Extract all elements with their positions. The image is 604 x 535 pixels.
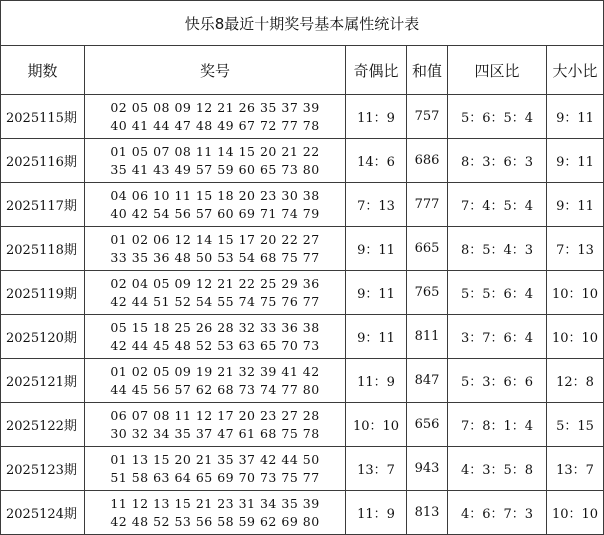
zone-ratio-cell: 4：6：7：3 [448,491,547,535]
period-cell: 2025122期 [1,403,85,447]
sum-cell: 656 [407,403,448,447]
numbers-cell [85,315,346,359]
table-row [1,315,604,359]
period-cell: 2025119期 [1,271,85,315]
period-cell: 2025115期 [1,95,85,139]
table-row [1,227,604,271]
numbers-line-2: 51 58 63 64 65 69 70 73 75 77 [110,469,320,485]
zone-ratio-cell: 7：8：1：4 [448,403,547,447]
big-small-cell: 9：11 [547,183,604,227]
table-row [1,271,604,315]
header-big-small: 大小比 [547,46,604,95]
numbers-line-1: 01 02 06 12 14 15 17 20 22 27 [110,231,320,247]
period-cell: 2025124期 [1,491,85,535]
period-cell: 2025117期 [1,183,85,227]
numbers-line-1: 01 13 15 20 21 35 37 42 44 50 [110,451,320,467]
big-small-cell: 9：11 [547,139,604,183]
numbers-line-2: 40 42 54 56 57 60 69 71 74 79 [110,205,320,221]
numbers-cell [85,95,346,139]
sum-cell: 813 [407,491,448,535]
numbers-cell [85,139,346,183]
title-row [1,1,604,46]
table-row [1,95,604,139]
header-odd-even: 奇偶比 [346,46,407,95]
period-cell: 2025118期 [1,227,85,271]
sum-cell: 847 [407,359,448,403]
sum-cell: 777 [407,183,448,227]
numbers-line-1: 11 12 13 15 21 23 31 34 35 39 [110,495,320,511]
period-cell: 2025123期 [1,447,85,491]
numbers-line-1: 01 05 07 08 11 14 15 20 21 22 [110,143,320,159]
zone-ratio-cell: 7：4：5：4 [448,183,547,227]
big-small-cell: 7：13 [547,227,604,271]
big-small-cell: 5：15 [547,403,604,447]
header-sum: 和值 [407,46,448,95]
sum-cell: 757 [407,95,448,139]
big-small-cell: 10：10 [547,491,604,535]
numbers-line-2: 42 44 45 48 52 53 63 65 70 73 [110,337,320,353]
table-row [1,447,604,491]
big-small-cell: 10：10 [547,315,604,359]
numbers-line-1: 01 02 05 09 19 21 32 39 41 42 [110,363,320,379]
header-period: 期数 [1,46,85,95]
table-row [1,183,604,227]
zone-ratio-cell: 4：3：5：8 [448,447,547,491]
zone-ratio-cell: 5：6：5：4 [448,95,547,139]
numbers-line-2: 33 35 36 48 50 53 54 68 75 77 [110,249,320,265]
zone-ratio-cell: 5：5：6：4 [448,271,547,315]
table-body [1,95,604,535]
numbers-line-2: 30 32 34 35 37 47 61 68 75 78 [110,425,320,441]
odd-even-cell: 7：13 [346,183,407,227]
numbers-cell [85,183,346,227]
zone-ratio-cell: 3：7：6：4 [448,315,547,359]
big-small-cell: 9：11 [547,95,604,139]
header-numbers: 奖号 [85,46,346,95]
numbers-line-2: 40 41 44 47 48 49 67 72 77 78 [110,117,320,133]
numbers-line-1: 02 05 08 09 12 21 26 35 37 39 [110,99,320,115]
numbers-line-2: 35 41 43 49 57 59 60 65 73 80 [110,161,320,177]
numbers-line-1: 06 07 08 11 12 17 20 23 27 28 [110,407,320,423]
odd-even-cell: 9：11 [346,227,407,271]
zone-ratio-cell: 8：3：6：3 [448,139,547,183]
odd-even-cell: 14：6 [346,139,407,183]
table-row [1,403,604,447]
odd-even-cell: 11：9 [346,359,407,403]
numbers-cell [85,403,346,447]
zone-ratio-cell: 5：3：6：6 [448,359,547,403]
table-row [1,139,604,183]
numbers-cell [85,491,346,535]
numbers-cell [85,359,346,403]
period-cell: 2025120期 [1,315,85,359]
odd-even-cell: 11：9 [346,95,407,139]
sum-cell: 765 [407,271,448,315]
odd-even-cell: 10：10 [346,403,407,447]
sum-cell: 943 [407,447,448,491]
numbers-cell [85,271,346,315]
odd-even-cell: 9：11 [346,271,407,315]
table-title: 快乐8最近十期奖号基本属性统计表 [1,1,604,46]
sum-cell: 686 [407,139,448,183]
period-cell: 2025121期 [1,359,85,403]
header-row [1,46,604,95]
odd-even-cell: 9：11 [346,315,407,359]
numbers-line-1: 04 06 10 11 15 18 20 23 30 38 [110,187,320,203]
big-small-cell: 13：7 [547,447,604,491]
odd-even-cell: 13：7 [346,447,407,491]
numbers-line-1: 02 04 05 09 12 21 22 25 29 36 [110,275,320,291]
period-cell: 2025116期 [1,139,85,183]
sum-cell: 811 [407,315,448,359]
odd-even-cell: 11：9 [346,491,407,535]
numbers-line-2: 42 48 52 53 56 58 59 62 69 80 [110,513,320,529]
numbers-cell [85,447,346,491]
table-row [1,359,604,403]
header-zone-ratio: 四区比 [448,46,547,95]
table-row [1,491,604,535]
big-small-cell: 12：8 [547,359,604,403]
zone-ratio-cell: 8：5：4：3 [448,227,547,271]
numbers-cell [85,227,346,271]
numbers-line-2: 44 45 56 57 62 68 73 74 77 80 [110,381,320,397]
big-small-cell: 10：10 [547,271,604,315]
numbers-line-1: 05 15 18 25 26 28 32 33 36 38 [110,319,320,335]
sum-cell: 665 [407,227,448,271]
numbers-line-2: 42 44 51 52 54 55 74 75 76 77 [110,293,320,309]
